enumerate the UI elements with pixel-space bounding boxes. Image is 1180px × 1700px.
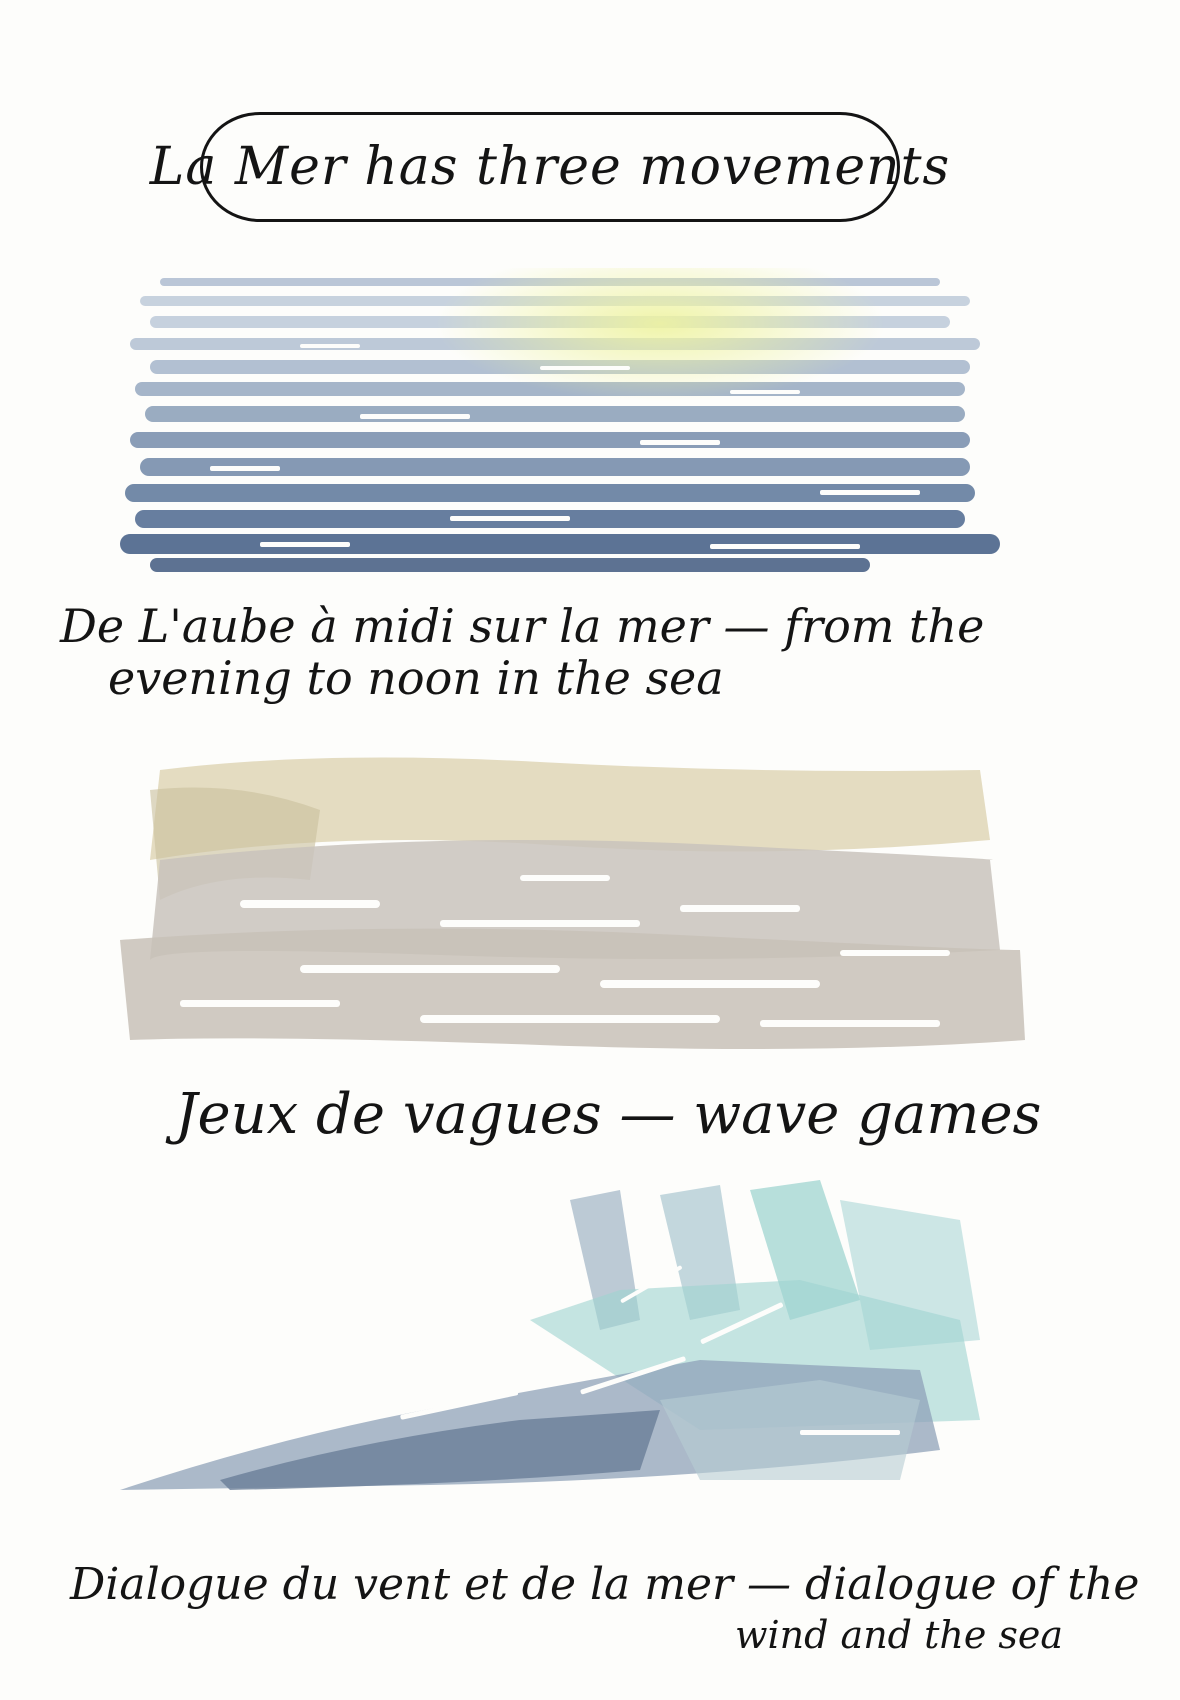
- movement-2-caption: Jeux de vagues — wave games: [175, 1082, 1042, 1147]
- wave-games-painting: [120, 750, 1030, 1060]
- wind-and-sea-painting: [100, 1180, 1020, 1510]
- movement-1-caption: [60, 600, 1060, 704]
- dawn-sea-painting: [120, 268, 1020, 578]
- movement-1-caption-line-2: evening to noon in the sea: [108, 651, 724, 705]
- movement-3-caption: [70, 1559, 1140, 1660]
- movement-3-caption-line-2: wind and the sea: [735, 1613, 1064, 1657]
- page-title: La Mer has three movements: [149, 137, 951, 197]
- lower-wash: [120, 929, 1025, 1049]
- movement-3-caption-line-1: Dialogue du vent et de la mer — dialogue of the: [70, 1559, 1140, 1610]
- body-strokes: [120, 1360, 940, 1490]
- title-bubble: [149, 112, 951, 222]
- movement-1-caption-line-1: De L'aube à midi sur la mer — from the: [60, 599, 985, 653]
